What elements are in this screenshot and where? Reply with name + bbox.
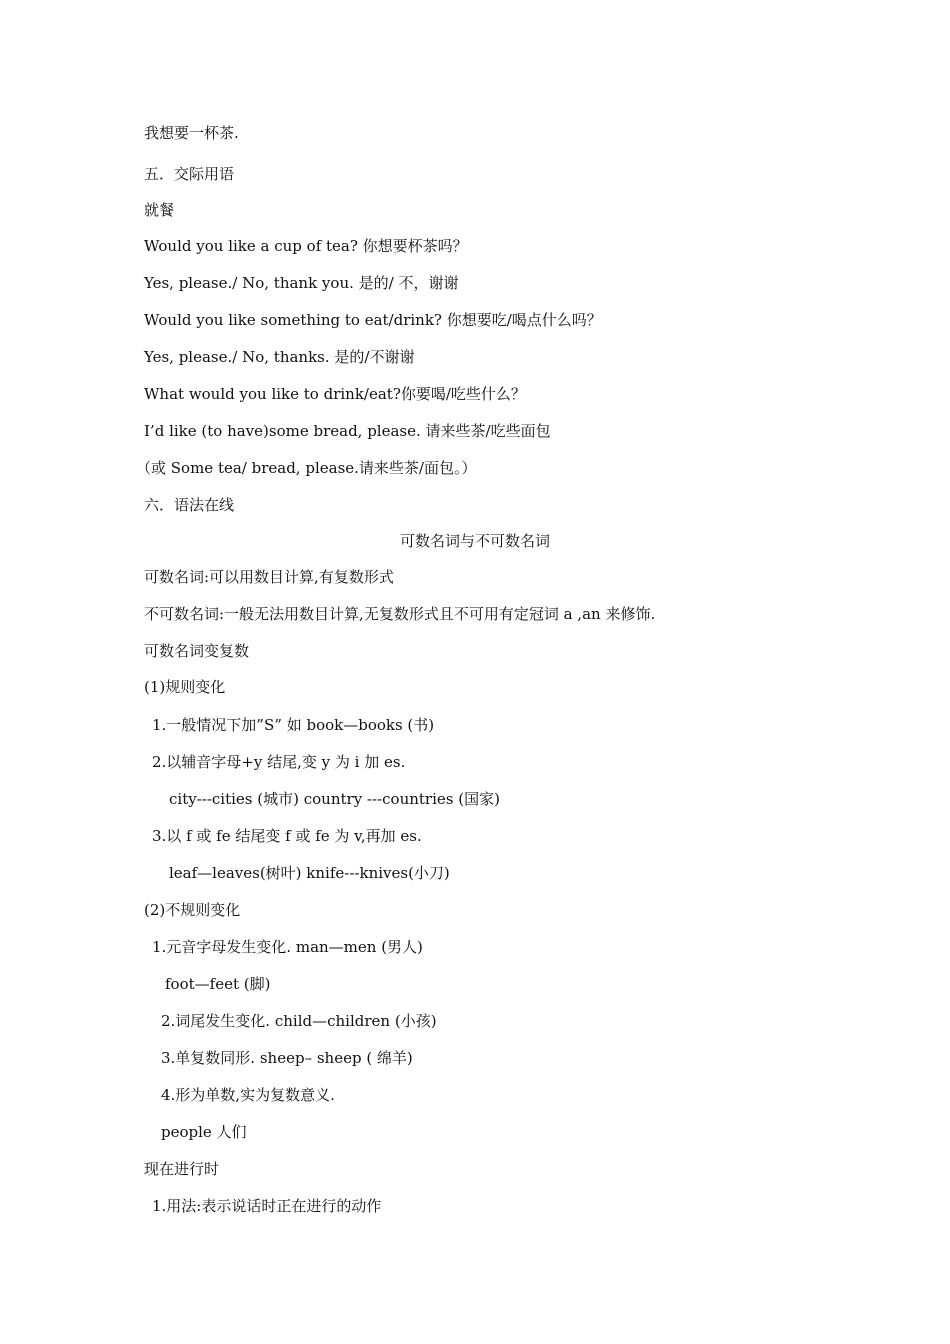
dialogue-line: What would you like to drink/eat?你要喝/吃些什么？ — [144, 385, 526, 403]
subheading-irregular: (2)不规则变化 — [144, 901, 241, 919]
rule-item: 1.用法:表示说话时正在进行的动作 — [152, 1197, 382, 1215]
dialogue-line: Would you like a cup of tea? 你想要杯茶吗？ — [144, 237, 468, 255]
subheading-present-progressive: 现在进行时 — [144, 1160, 220, 1178]
definition-line: 不可数名词:一般无法用数目计算,无复数形式且不可用有定冠词 a ,an 来修饰. — [144, 605, 656, 623]
rule-example: foot—feet (脚) — [165, 975, 271, 993]
section-heading-grammar: 六．语法在线 — [144, 496, 235, 514]
subheading-regular: (1)规则变化 — [144, 678, 226, 696]
rule-item: 4.形为单数,实为复数意义. — [161, 1086, 335, 1104]
rule-example: leaf—leaves(树叶) knife---knives(小刀) — [169, 864, 450, 882]
subheading-dining: 就餐 — [144, 201, 175, 219]
definition-line: 可数名词:可以用数目计算,有复数形式 — [144, 568, 394, 586]
dialogue-line: （或 Some tea/ bread, please.请来些茶/面包。） — [136, 459, 477, 477]
dialogue-line: Would you like something to eat/drink? 你想要吃/喝点什么吗？ — [144, 311, 602, 329]
grammar-title: 可数名词与不可数名词 — [399, 532, 550, 550]
dialogue-line: Yes, please./ No, thank you. 是的/ 不，谢谢 — [144, 274, 459, 292]
rule-item: 1.元音字母发生变化. man—men (男人) — [152, 938, 423, 956]
rule-item: 2.词尾发生变化. child—children (小孩) — [161, 1012, 437, 1030]
rule-item: 3.单复数同形. sheep– sheep ( 绵羊) — [161, 1049, 413, 1067]
rule-item: 3.以 f 或 fe 结尾变 f 或 fe 为 v,再加 es. — [152, 827, 422, 845]
subheading-plurals: 可数名词变复数 — [144, 642, 250, 660]
rule-example: city---cities (城市) country ---countries (国家) — [169, 790, 500, 808]
section-heading-communication: 五．交际用语 — [144, 165, 235, 183]
example-sentence: 我想要一杯茶. — [144, 124, 239, 142]
rule-item: 1.一般情况下加”S” 如 book—books (书) — [152, 716, 435, 734]
dialogue-line: I’d like (to have)some bread, please. 请来些茶/吃些面包 — [144, 422, 551, 440]
rule-item: 2.以辅音字母+y 结尾,变 y 为 i 加 es. — [152, 753, 406, 771]
rule-example: people 人们 — [161, 1123, 247, 1141]
dialogue-line: Yes, please./ No, thanks. 是的/不谢谢 — [144, 348, 415, 366]
